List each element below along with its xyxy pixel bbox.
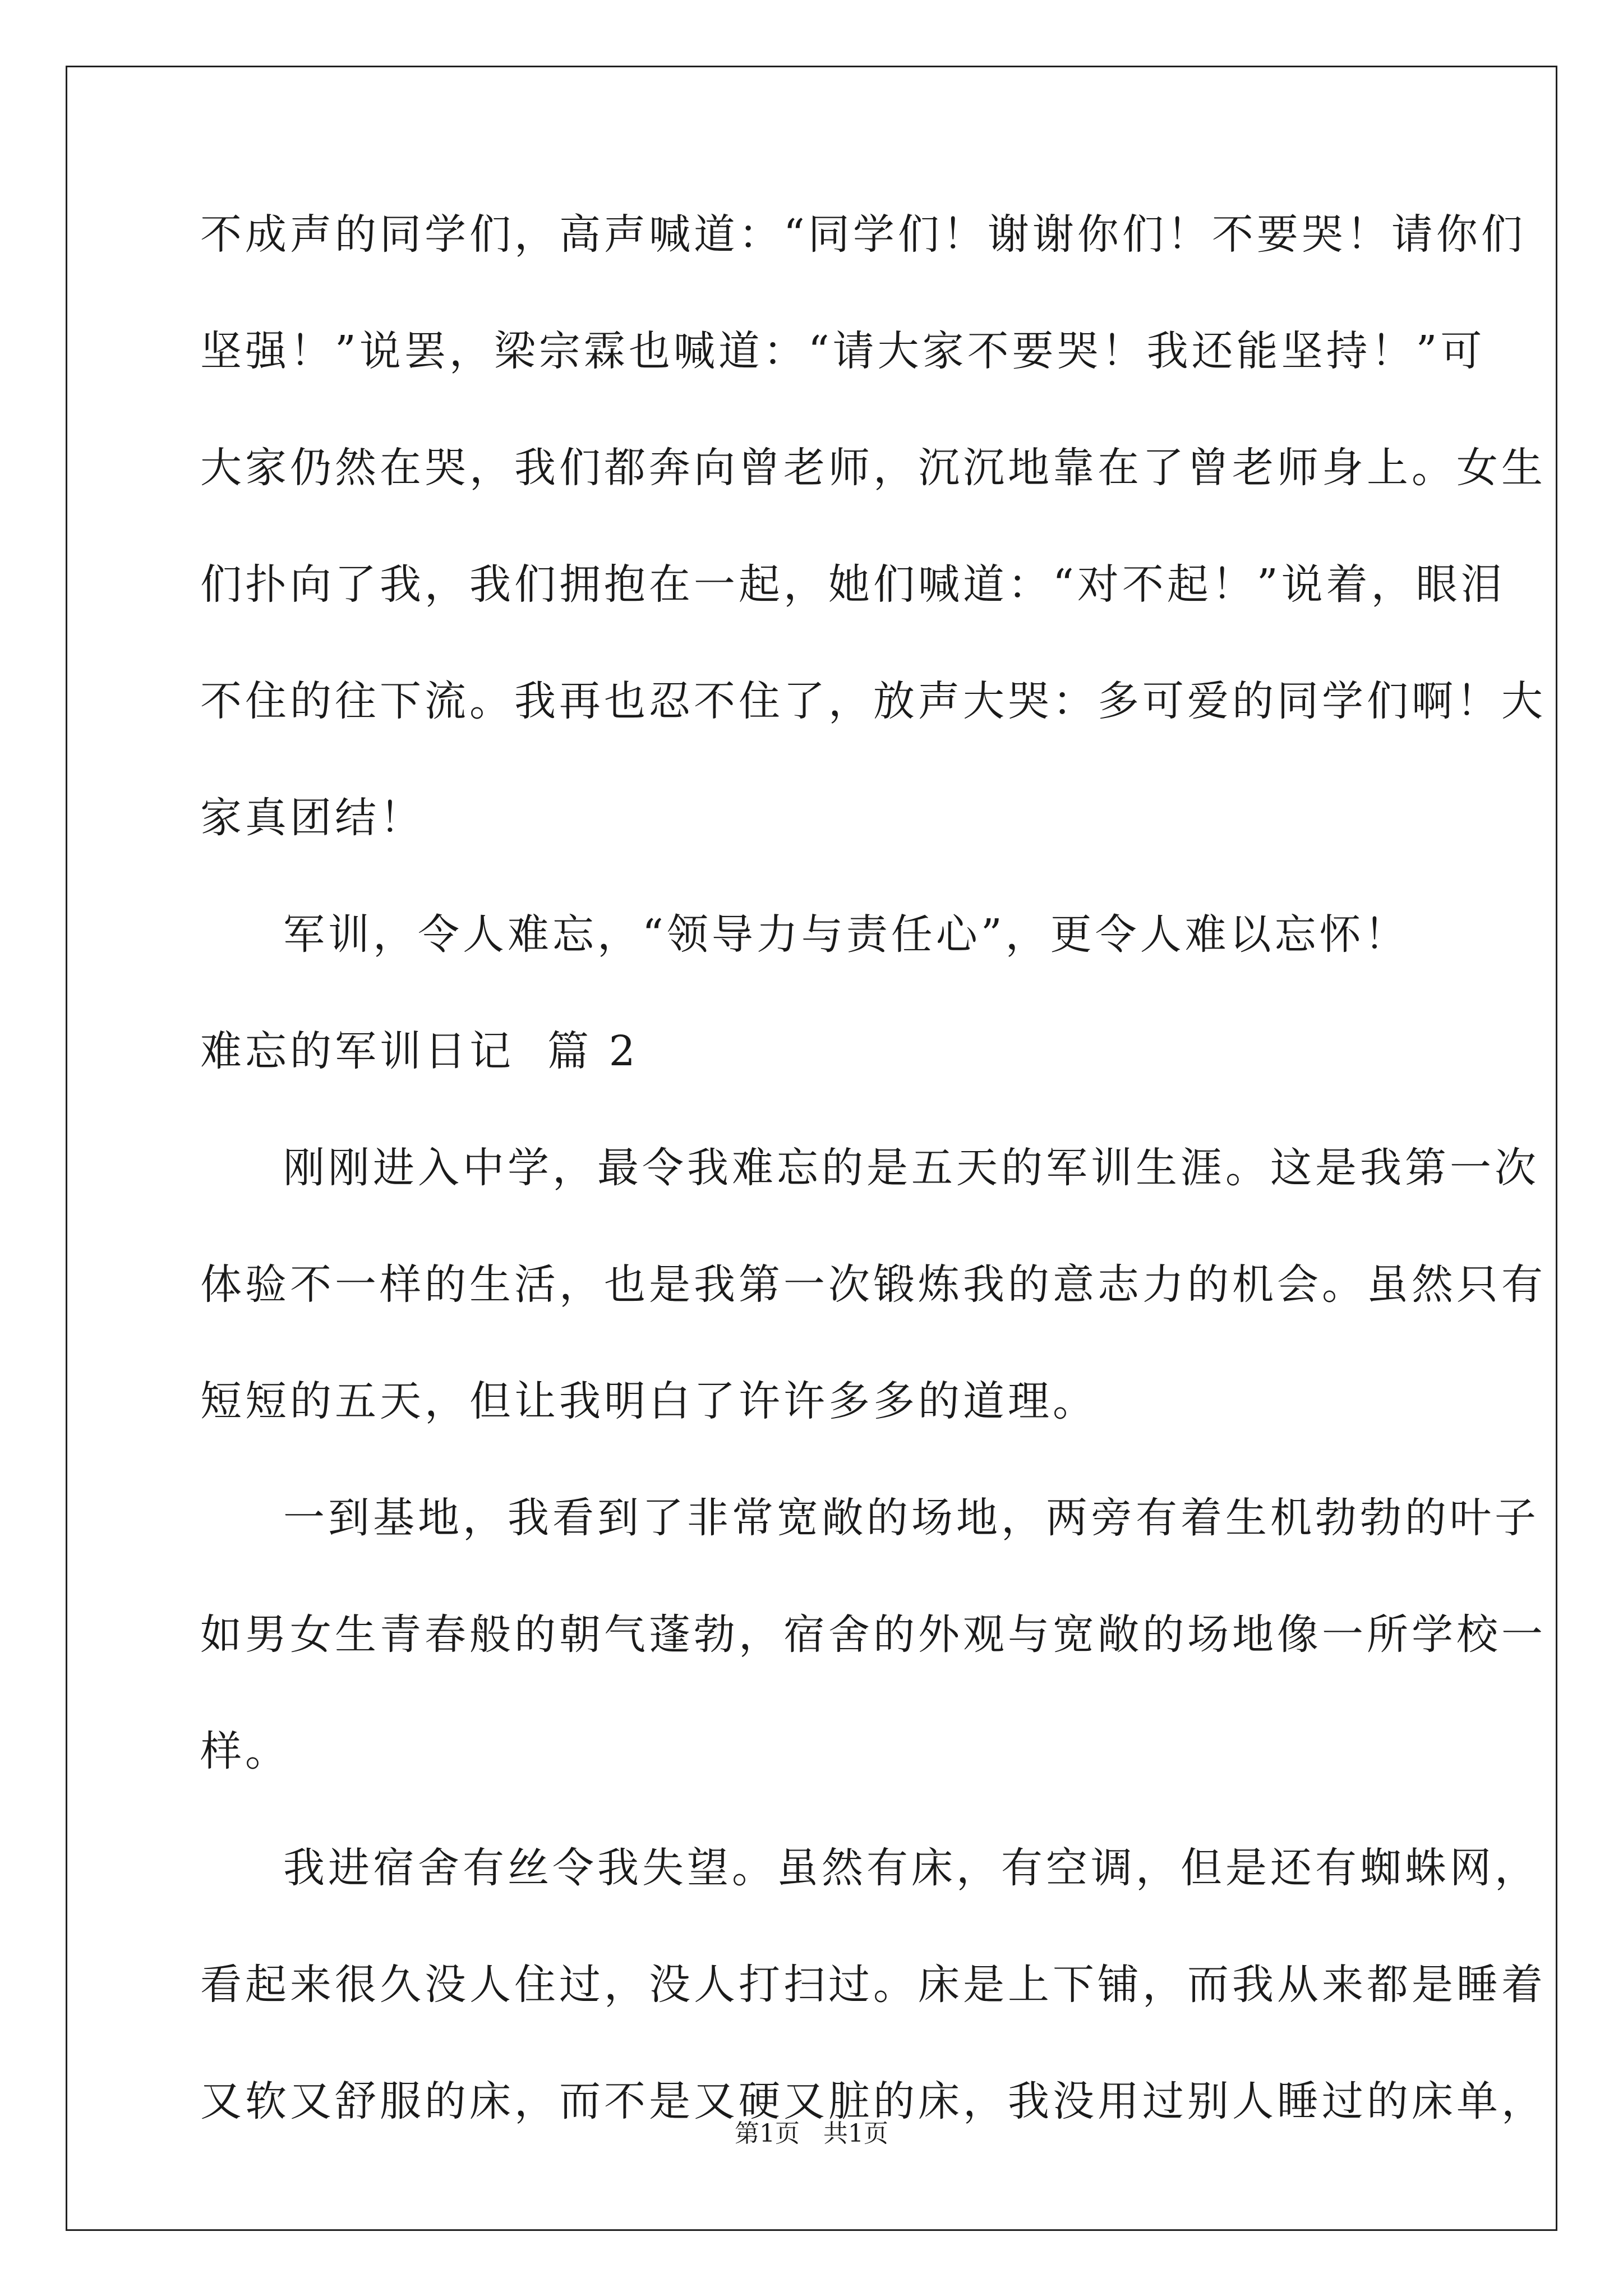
text-line: 大家仍然在哭，我们都奔向曾老师，沉沉地靠在了曾老师身上。女生	[200, 444, 1546, 492]
text-line: 短短的五天，但让我明白了许许多多的道理。	[200, 1377, 1098, 1425]
text-line: 不成声的同学们，高声喊道：“同学们！谢谢你们！不要哭！请你们	[200, 210, 1526, 259]
text-line: 又软又舒服的床，而不是又硬又脏的床，我没用过别人睡过的床单，	[200, 2077, 1546, 2125]
text-line: 家真团结！	[200, 794, 425, 842]
page-number-current: 第1页	[735, 2119, 800, 2148]
text-line: 我进宿舍有丝令我失望。虽然有床，有空调，但是还有蜘蛛网，	[283, 1844, 1539, 1892]
text-line: 军训，令人难忘，“领导力与责任心”，更令人难以忘怀！	[283, 910, 1409, 959]
page-number-total: 共1页	[823, 2119, 888, 2148]
text-line: 样。	[200, 1727, 290, 1775]
text-line: 刚刚进入中学，最令我难忘的是五天的军训生涯。这是我第一次	[283, 1144, 1539, 1192]
text-line: 看起来很久没人住过，没人打扫过。床是上下铺，而我从来都是睡着	[200, 1961, 1546, 2009]
text-line: 如男女生青春般的朝气蓬勃，宿舍的外观与宽敞的场地像一所学校一	[200, 1611, 1546, 1659]
text-line: 不住的往下流。我再也忍不住了，放声大哭：多可爱的同学们啊！大	[200, 677, 1546, 725]
page-footer	[0, 2118, 1623, 2150]
text-line: 们扑向了我，我们拥抱在一起，她们喊道：“对不起！”说着，眼泪	[200, 560, 1506, 609]
text-line: 体验不一样的生活，也是我第一次锻炼我的意志力的机会。虽然只有	[200, 1260, 1546, 1309]
section-heading: 难忘的军训日记 篇 2	[200, 1027, 639, 1075]
text-line: 一到基地，我看到了非常宽敞的场地，两旁有着生机勃勃的叶子	[283, 1494, 1539, 1542]
text-line: 坚强！”说罢，梁宗霖也喊道：“请大家不要哭！我还能坚持！”可	[200, 327, 1486, 375]
document-body	[200, 208, 1546, 2191]
